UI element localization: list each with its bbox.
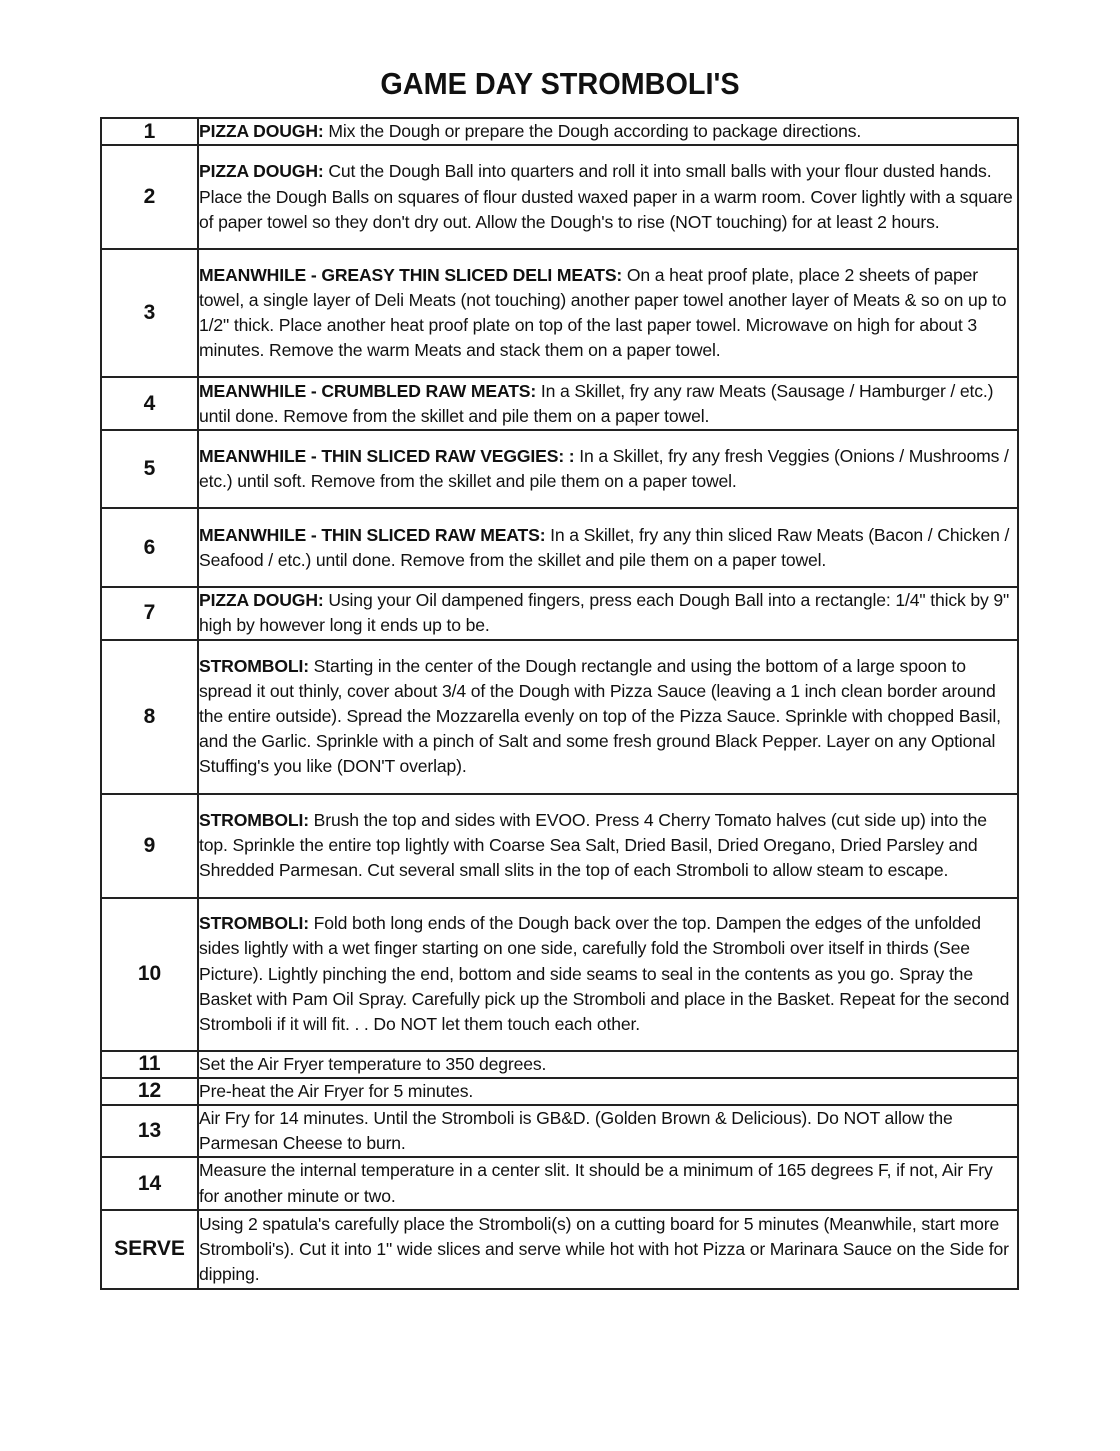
step-number: 10: [101, 898, 198, 1051]
table-row: [101, 1051, 1018, 1078]
table-row: [101, 249, 1018, 377]
step-instruction: [198, 1210, 1018, 1289]
table-row: [101, 1210, 1018, 1289]
step-instruction: [198, 1078, 1018, 1105]
step-number: 3: [101, 249, 198, 377]
step-text: In a Skillet, fry any thin sliced Raw Meats (Bacon / Chicken / Seafood / etc.) until done. Remove from the skillet and pile them on a paper towel.: [199, 524, 1010, 570]
step-text: Pre-heat the Air Fryer for 5 minutes.: [199, 1080, 474, 1101]
step-text: In a Skillet, fry any raw Meats (Sausage / Hamburger / etc.) until done. Remove from the skillet and pile them on a paper towel.: [199, 380, 994, 426]
step-instruction: [198, 145, 1018, 249]
step-number: SERVE: [101, 1210, 198, 1289]
step-number: 12: [101, 1078, 198, 1105]
step-text: Measure the internal temperature in a center slit. It should be a minimum of 165 degrees F, if not, Air Fry for another minute or two.: [199, 1160, 993, 1206]
step-number: 5: [101, 430, 198, 508]
page-title: GAME DAY STROMBOLI'S: [380, 66, 740, 101]
step-number: 11: [101, 1051, 198, 1078]
table-row: [101, 118, 1018, 145]
table-row: [101, 430, 1018, 508]
step-number: 7: [101, 587, 198, 639]
table-row: [101, 640, 1018, 794]
table-row: [101, 1157, 1018, 1209]
table-row: [101, 587, 1018, 639]
step-label: MEANWHILE - THIN SLICED RAW VEGGIES: :: [199, 446, 575, 466]
step-instruction: [198, 249, 1018, 377]
step-text: In a Skillet, fry any fresh Veggies (Onions / Mushrooms / etc.) until soft. Remove from the skillet and pile them on a paper towel.: [199, 446, 1009, 492]
step-instruction: [198, 587, 1018, 639]
step-instruction: [198, 377, 1018, 430]
step-instruction: [198, 430, 1018, 508]
step-number: 2: [101, 145, 198, 249]
table-row: [101, 508, 1018, 587]
table-row: [101, 794, 1018, 898]
step-number: 9: [101, 794, 198, 898]
step-instruction: [198, 1051, 1018, 1078]
step-label: STROMBOLI:: [199, 655, 309, 676]
step-label: PIZZA DOUGH:: [199, 590, 324, 611]
step-number: 6: [101, 508, 198, 587]
step-label: MEANWHILE - THIN SLICED RAW MEATS:: [199, 524, 546, 545]
step-number: 14: [101, 1157, 198, 1209]
recipe-steps-table: [100, 117, 1019, 1290]
step-instruction: [198, 640, 1018, 794]
step-label: PIZZA DOUGH:: [199, 121, 324, 141]
step-text: Set the Air Fryer temperature to 350 degrees.: [199, 1053, 547, 1074]
step-label: MEANWHILE - CRUMBLED RAW MEATS:: [199, 380, 537, 401]
step-text: Using 2 spatula's carefully place the Stromboli(s) on a cutting board for 5 minutes (Meanwhile, start more Stromboli's). Cut it into 1" wide slices and serve while hot with hot Pizza or Marinara Sauce on the Side for dipping.: [199, 1213, 1009, 1284]
step-label: STROMBOLI:: [199, 913, 309, 934]
step-number: 13: [101, 1105, 198, 1157]
step-text: Brush the top and sides with EVOO. Press 4 Cherry Tomato halves (cut side up) into the top. Sprinkle the entire top lightly with Coarse Sea Salt, Dried Basil, Dried Oregano, Dried Parsley and Shredded Parmesan. Cut several small slits in the top of each Stromboli to allow steam to escape.: [199, 809, 987, 881]
step-text: Mix the Dough or prepare the Dough according to package directions.: [323, 121, 862, 141]
table-row: [101, 145, 1018, 249]
step-text: Starting in the center of the Dough rectangle and using the bottom of a large spoon to spread it out thinly, cover about 3/4 of the Dough with Pizza Sauce (leaving a 1 inch clean border around the entire outside). Spread the Mozzarella evenly on top of the Pizza Sauce. Sprinkle with chopped Basil, and the Garlic. Sprinkle with a pinch of Salt and some fresh ground Black Pepper. Layer on any Optional Stuffing's you like (DON'T overlap).: [199, 655, 1001, 777]
step-instruction: [198, 1105, 1018, 1157]
step-instruction: [198, 508, 1018, 587]
step-instruction: [198, 118, 1018, 145]
table-row: [101, 1078, 1018, 1105]
step-text: Fold both long ends of the Dough back over the top. Dampen the edges of the unfolded sides lightly with a wet finger starting on one side, carefully fold the Stromboli over itself in thirds (See Picture). Lightly pinching the end, bottom and side seams to seal in the contents as you go. Spray the Basket with Pam Oil Spray. Carefully pick up the Stromboli and place in the Basket. Repeat for the second Stromboli if it will fit. . . Do NOT let them touch each other.: [199, 913, 1010, 1034]
table-row: [101, 1105, 1018, 1157]
step-label: STROMBOLI:: [199, 809, 309, 830]
step-instruction: [198, 1157, 1018, 1209]
step-text: On a heat proof plate, place 2 sheets of paper towel, a single layer of Deli Meats (not touching) another paper towel another layer of Meats & so on up to 1/2" thick. Place another heat proof plate on top of the last paper towel. Microwave on high for about 3 minutes. Remove the warm Meats and stack them on a paper towel.: [199, 264, 1007, 361]
step-instruction: [198, 898, 1018, 1051]
step-label: PIZZA DOUGH:: [199, 161, 324, 182]
step-text: Air Fry for 14 minutes. Until the Stromboli is GB&D. (Golden Brown & Delicious). Do NOT allow the Parmesan Cheese to burn.: [199, 1108, 953, 1154]
table-row: [101, 377, 1018, 430]
step-text: Cut the Dough Ball into quarters and roll it into small balls with your flour dusted hands. Place the Dough Balls on squares of flour dusted waxed paper in a warm room. Cover lightly with a square of paper towel so they don't dry out. Allow the Dough's to rise (NOT touching) for at least 2 hours.: [199, 161, 1013, 232]
step-number: 8: [101, 640, 198, 794]
step-instruction: [198, 794, 1018, 898]
step-label: MEANWHILE - GREASY THIN SLICED DELI MEATS:: [199, 264, 623, 285]
step-text: Using your Oil dampened fingers, press each Dough Ball into a rectangle: 1/4" thick by 9" high by however long it ends up to be.: [199, 590, 1010, 636]
table-row: [101, 898, 1018, 1051]
step-number: 4: [101, 377, 198, 430]
step-number: 1: [101, 118, 198, 145]
